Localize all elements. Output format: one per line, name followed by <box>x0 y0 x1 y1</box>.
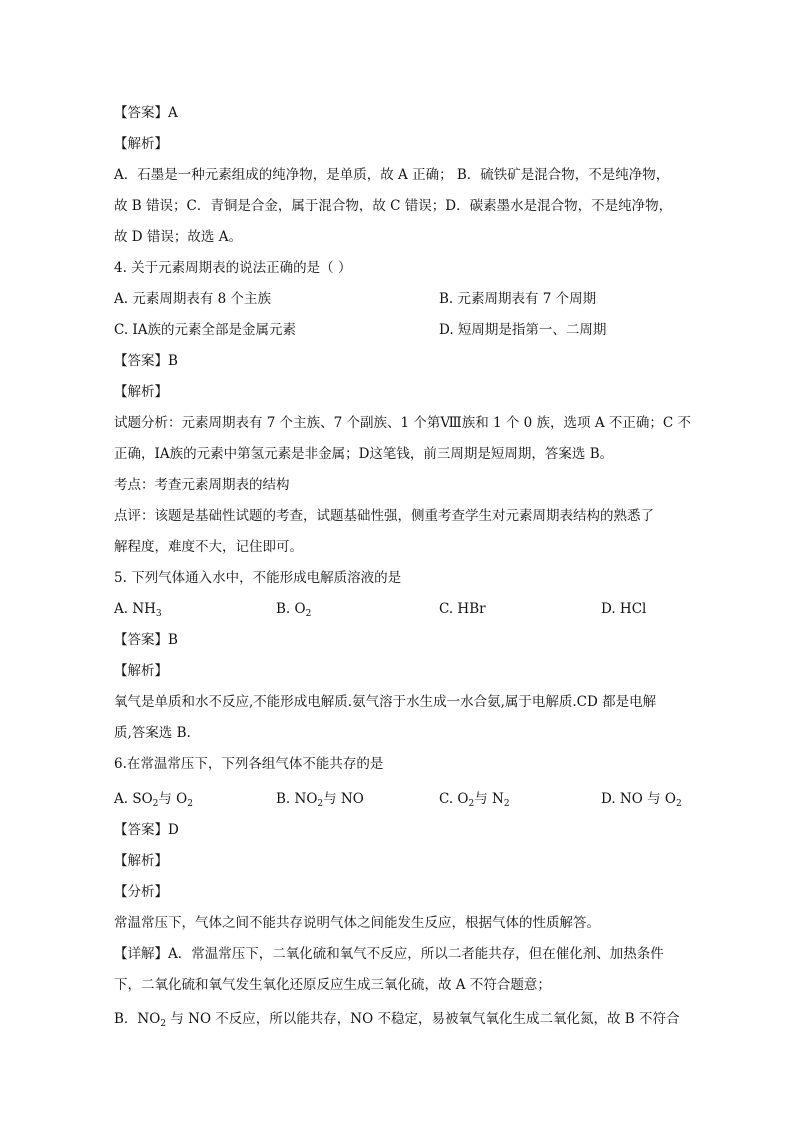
q5-stem: 5. 下列气体通入水中，不能形成电解质溶液的是 <box>114 570 402 586</box>
q5-option-c: C. HBr <box>439 601 486 617</box>
q5-option-b: B. $O_2$ <box>276 601 312 619</box>
q4-analysis-line: 试题分析：元素周期表有 7 个主族、7 个副族、1 个第Ⅷ族和 1 个 0 族，选项 A 不正确；C 不 <box>114 415 691 431</box>
q6-stem: 6.在常温常压下，下列各组气体不能共存的是 <box>114 756 384 772</box>
q6-option-c: C. $O_2$与 $N_2$ <box>439 791 510 809</box>
q4-answer: 【答案】B <box>114 353 178 369</box>
q6-fenxi-line: 常温常压下，气体之间不能共存说明气体之间能发生反应，根据气体的性质解答。 <box>114 915 600 931</box>
q5-option-d: D. HCl <box>601 601 647 617</box>
q4-option-c: C. ⅠA族的元素全部是金属元素 <box>114 322 297 338</box>
q4-analysis-heading: 【解析】 <box>114 384 168 400</box>
q5-analysis-line: 氧气是单质和水不反应,不能形成电解质.氨气溶于水生成一水合氨,属于电解质.CD 都是电解 <box>114 694 657 710</box>
q5-option-a: A. $NH_3$ <box>114 601 162 619</box>
q3-analysis-heading: 【解析】 <box>114 136 168 152</box>
q4-stem: 4. 关于元素周期表的说法正确的是（ ） <box>114 260 352 276</box>
q3-answer: 【答案】A <box>114 105 178 121</box>
q6-option-b: B. $NO_2$与 NO <box>276 791 364 809</box>
q5-answer: 【答案】B <box>114 632 178 648</box>
q4-option-b: B. 元素周期表有 7 个周期 <box>439 291 597 307</box>
q6-detail-line: B．$NO_2$ 与 NO 不反应，所以能共存，NO 不稳定，易被氧气氧化生成二氧化氮，故 B 不符合 <box>114 1011 680 1029</box>
q3-analysis-line: A．石墨是一种元素组成的纯净物，是单质，故 A 正确； B．硫铁矿是混合物，不是纯净物， <box>114 167 670 183</box>
q4-option-a: A. 元素周期表有 8 个主族 <box>114 291 272 307</box>
q4-option-d: D. 短周期是指第一、二周期 <box>439 322 607 338</box>
q3-analysis-line: 故 B 错误；C．青铜是合金，属于混合物，故 C 错误；D．碳素墨水是混合物，不是纯净物， <box>114 198 673 214</box>
q4-comment-line: 解程度，难度不大，记住即可。 <box>114 539 303 555</box>
q6-option-d: D. NO 与 $O_2$ <box>601 791 682 809</box>
q5-analysis-heading: 【解析】 <box>114 663 168 679</box>
q6-analysis-heading: 【解析】 <box>114 853 168 869</box>
q3-analysis-line: 故 D 错误；故选 A。 <box>114 229 242 245</box>
q6-answer: 【答案】D <box>114 822 179 838</box>
q4-comment-line: 点评：该题是基础性试题的考查，试题基础性强，侧重考查学生对元素周期表结构的熟悉了 <box>114 508 654 524</box>
q4-analysis-line: 正确，ⅠA族的元素中第氢元素是非金属；D这笔钱，前三周期是短周期，答案选 B。 <box>114 446 614 462</box>
q5-analysis-line: 质,答案选 B. <box>114 725 191 741</box>
q6-fenxi-heading: 【分析】 <box>114 884 168 900</box>
q4-knowledge-point: 考点：考查元素周期表的结构 <box>114 477 290 493</box>
q6-option-a: A. $SO_2$与 $O_2$ <box>114 791 193 809</box>
q6-detail-line: 【详解】A．常温常压下，二氧化硫和氧气不反应，所以二者能共存，但在催化剂、加热条件 <box>114 946 664 962</box>
q6-detail-line: 下，二氧化硫和氧气发生氧化还原反应生成三氧化硫，故 A 不符合题意； <box>114 977 551 993</box>
